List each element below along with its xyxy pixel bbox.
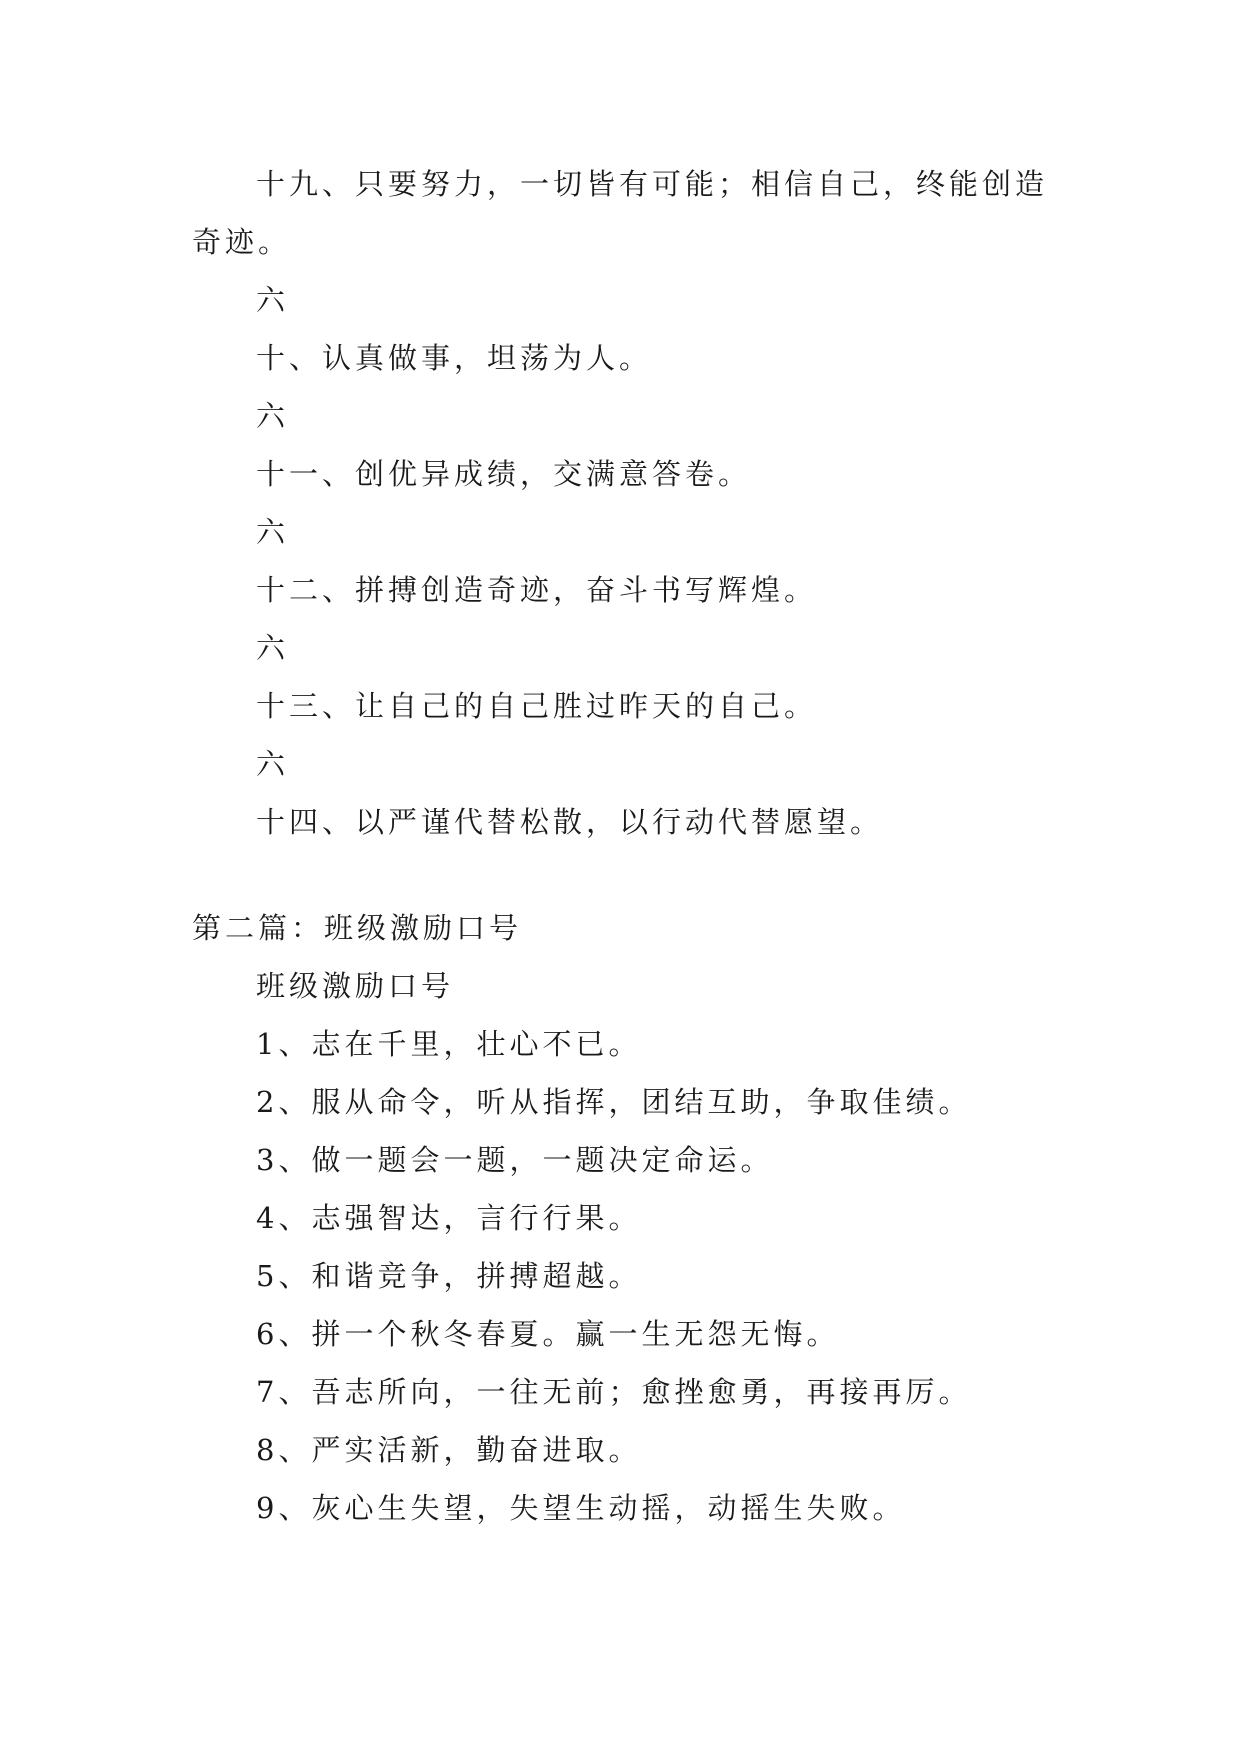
paragraph-slogan-12: 十二、拼搏创造奇迹，奋斗书写辉煌。 [256, 573, 818, 607]
list-item-9: 9、灰心生失望，失望生动摇，动摇生失败。 [256, 1491, 906, 1525]
paragraph-slogan-19: 十九、只要努力，一切皆有可能；相信自己，终能创造奇迹。 [192, 167, 1049, 259]
paragraph-fragment-six: 六 [256, 747, 290, 781]
list-item-4: 4、志强智达，言行行果。 [256, 1201, 642, 1235]
list-item-1: 1、志在千里，壮心不已。 [256, 1027, 642, 1061]
document-body [192, 155, 1062, 1537]
paragraph-fragment-six: 六 [256, 399, 290, 433]
paragraph-fragment-six: 六 [256, 283, 290, 317]
paragraph-slogan-14: 十四、以严谨代替松散，以行动代替愿望。 [256, 805, 884, 839]
list-item-2: 2、服从命令，听从指挥，团结互助，争取佳绩。 [256, 1085, 972, 1119]
paragraph-fragment-six: 六 [256, 631, 290, 665]
paragraph-slogan-11: 十一、创优异成绩，交满意答卷。 [256, 457, 752, 491]
list-item-5: 5、和谐竞争，拼搏超越。 [256, 1259, 642, 1293]
section-heading: 第二篇：班级激励口号 [192, 911, 523, 945]
list-item-8: 8、严实活新，勤奋进取。 [256, 1433, 642, 1467]
list-item-3: 3、做一题会一题，一题决定命运。 [256, 1143, 774, 1177]
subsection-title: 班级激励口号 [256, 969, 455, 1003]
list-item-6: 6、拼一个秋冬春夏。赢一生无怨无悔。 [256, 1317, 840, 1351]
paragraph-slogan-13: 十三、让自己的自己胜过昨天的自己。 [256, 689, 818, 723]
paragraph-slogan-10: 十、认真做事，坦荡为人。 [256, 341, 653, 375]
paragraph-fragment-six: 六 [256, 515, 290, 549]
list-item-7: 7、吾志所向，一往无前；愈挫愈勇，再接再厉。 [256, 1375, 972, 1409]
